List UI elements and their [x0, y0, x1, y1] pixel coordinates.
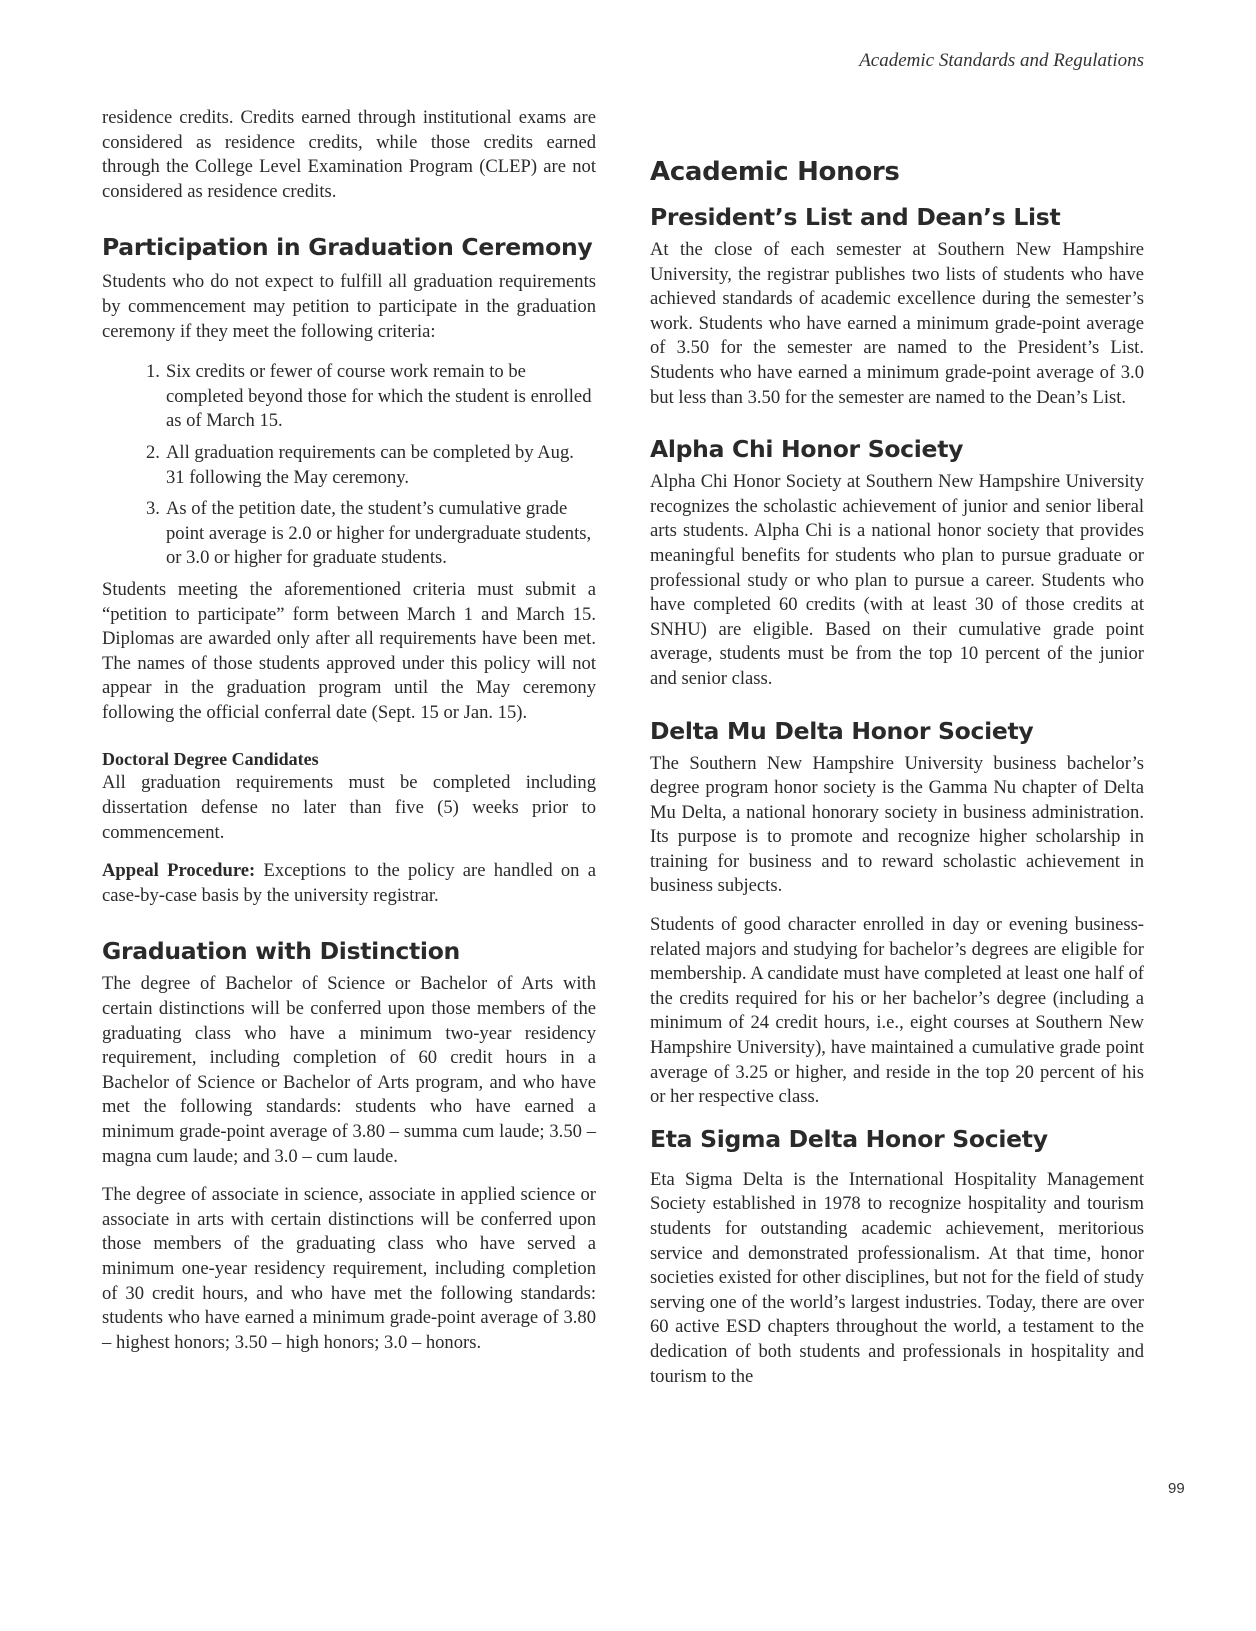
delta-mu-delta-paragraph-2: Students of good character enrolled in day or evening business- related majors and studying for bachelor’s degrees are eligible for membership. A candidate must have completed at least one half of the credits required for his or her bachelor’s degree (including a minimum of 24 credit hours, i.e., eight courses at Southern New Hampshire University), have maintained a cumulative grade point average of 3.25 or higher, and reside in the top 20 percent of his or her respective class.: [650, 914, 1144, 1108]
page-number: 99: [1168, 1480, 1185, 1497]
running-header: Academic Standards and Regulations: [859, 50, 1144, 71]
eta-sigma-delta-heading: Eta Sigma Delta Honor Society: [650, 1124, 1048, 1153]
distinction-paragraph-1: The degree of Bachelor of Science or Bachelor of Arts with certain distinctions will be conferred upon those members of the graduating class who have a minimum two-year residency requirement, including completion of 60 credit hours in a Bachelor of Science or Bachelor of Arts program, and who have met the following standards: students who have earned a minimum grade-point average of 3.80 – summa cum laude; 3.50 – magna cum laude; and 3.0 – cum laude.: [102, 973, 596, 1167]
delta-mu-delta-heading: Delta Mu Delta Honor Society: [650, 716, 1034, 745]
list-item: [146, 441, 596, 490]
alpha-chi-heading: Alpha Chi Honor Society: [650, 435, 964, 464]
participation-intro: Students who do not expect to fulfill all graduation requirements by commencement may petition to participate in the graduation ceremony if they meet the following criteria:: [102, 271, 596, 342]
delta-mu-delta-paragraph-1: The Southern New Hampshire University business bachelor’s degree program honor society is the Gamma Nu chapter of Delta Mu Delta, a national honorary society in business administration. Its purpose is to promote and recognize higher scholarship in training for business and to reward scholastic achievement in business subjects.: [650, 752, 1144, 897]
participation-heading: Participation in Graduation Ceremony: [102, 233, 593, 262]
list-item: [146, 360, 596, 434]
list-item: [146, 497, 596, 571]
doctoral-text: All graduation requirements must be completed including dissertation defense no later than five (5) weeks prior to commencement.: [102, 772, 596, 843]
list-item-text: As of the petition date, the student’s cumulative grade point average is 2.0 or higher for undergraduate students, or 3.0 or higher for graduate students.: [166, 498, 592, 569]
doctoral-heading: Doctoral Degree Candidates: [102, 749, 319, 770]
list-number: 2.: [146, 441, 160, 463]
distinction-paragraph-2: The degree of associate in science, associate in applied science or associate in arts with certain distinctions will be conferred upon those members of the graduating class who have served a minimum one-year residency requirement, including completion of 30 credit hours, and who have met the following standards: students who have earned a minimum grade-point average of 3.80 – highest honors; 3.50 – high honors; 3.0 – honors.: [102, 1184, 596, 1353]
academic-honors-heading: Academic Honors: [650, 157, 900, 187]
intro-paragraph: residence credits. Credits earned through institutional exams are considered as residence credits, while those credits earned through the College Level Examination Program (CLEP) are not considered as residence credits.: [102, 107, 596, 202]
list-number: 1.: [146, 361, 160, 383]
appeal-paragraph: [102, 859, 596, 908]
right-column: [650, 106, 1144, 1403]
list-number: 3.: [146, 498, 160, 520]
appeal-label: Appeal Procedure:: [102, 860, 256, 882]
presidents-list-heading: President’s List and Dean’s List: [650, 203, 1061, 231]
appeal-text: Exceptions to the policy are handled on a case-by-case basis by the university registrar.: [102, 860, 596, 906]
left-column: [102, 106, 596, 1369]
list-item-text: Six credits or fewer of course work remain to be completed beyond those for which the student is enrolled as of March 15.: [166, 361, 592, 432]
distinction-heading: Graduation with Distinction: [102, 937, 460, 966]
list-item-text: All graduation requirements can be completed by Aug. 31 following the May ceremony.: [166, 441, 574, 488]
participation-after: Students meeting the aforementioned criteria must submit a “petition to participate” form between March 1 and March 15. Diplomas are awarded only after all requirements have been met. The names of those students approved under this policy will not appear in the graduation program until the May ceremony following the official conferral date (Sept. 15 or Jan. 15).: [102, 578, 596, 723]
eta-sigma-delta-text: Eta Sigma Delta is the International Hospitality Management Society established in 1978 to recognize hospitality and tourism students for outstanding academic achievement, meritorious service and demonstrated professionalism. At that time, honor societies existed for other disciplines, but not for the field of study serving one of the world’s largest industries. Today, there are over 60 active ESD chapters throughout the world, a testament to the dedication of both students and professionals in hospitality and tourism to the: [650, 1168, 1144, 1387]
presidents-list-text: At the close of each semester at Southern New Hampshire University, the registrar publishes two lists of students who have achieved standards of academic excellence during the semester’s work. Students who have earned a minimum grade-point average of 3.50 for the semester are named to the President’s List. Students who have earned a minimum grade-point average of 3.0 but less than 3.50 for the semester are named to the Dean’s List.: [650, 239, 1144, 408]
alpha-chi-text: Alpha Chi Honor Society at Southern New Hampshire University recognizes the scholastic achievement of junior and senior liberal arts students. Alpha Chi is a national honor society that provides meaningful benefits for students who plan to pursue graduate or professional study or who plan to pursue a career. Students who have completed 60 credits (with at least 30 of those credits at SNHU) are eligible. Based on their cumulative grade point average, students must be from the top 10 percent of the junior and senior class.: [650, 471, 1144, 689]
criteria-list: [102, 360, 596, 571]
